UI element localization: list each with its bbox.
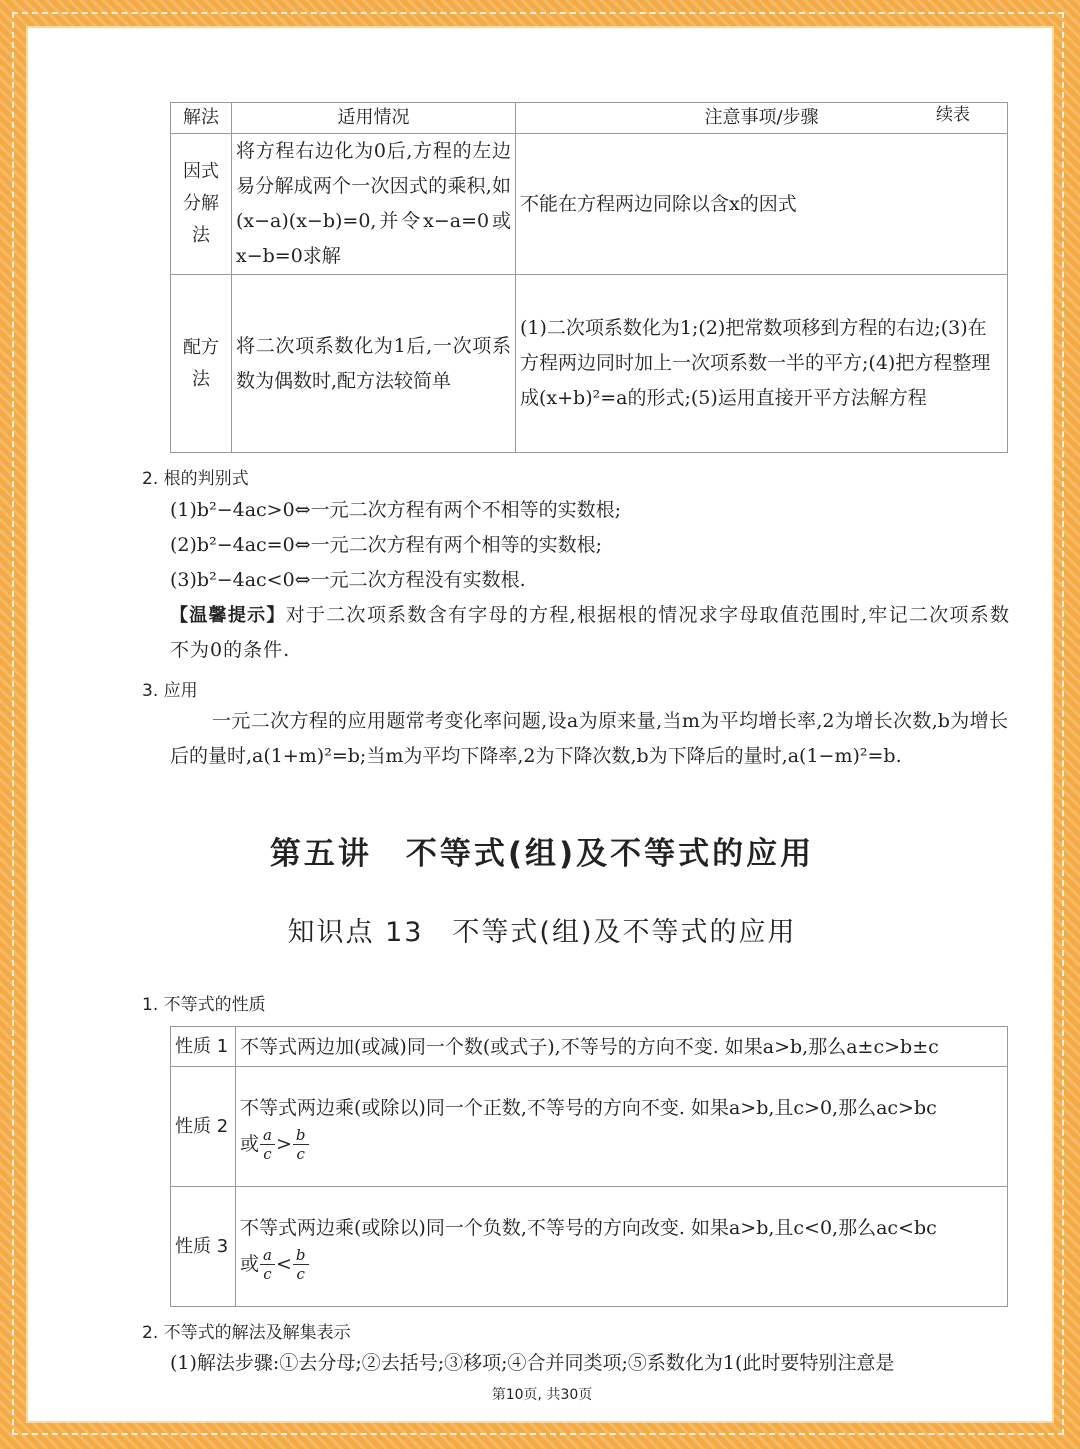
inequality-properties-table [170, 1026, 1008, 1307]
tip [170, 598, 1010, 668]
document-page [26, 26, 1054, 1423]
method-cell: 配方法 [171, 275, 232, 453]
section-heading: 2. 不等式的解法及解集表示 [142, 1323, 351, 1343]
table-row [171, 1067, 1008, 1187]
header-note: 注意事项/步骤 [516, 103, 1008, 134]
property-name: 性质 2 [171, 1067, 236, 1187]
property-text-cell [236, 1067, 1008, 1187]
property-text-cell [236, 1187, 1008, 1307]
condition-cell: 将方程右边化为0后,方程的左边易分解成两个一次因式的乘积,如(x−a)(x−b)=0,并令x−a=0或x−b=0求解 [232, 134, 516, 275]
section-heading: 2. 根的判别式 [142, 469, 249, 489]
or-label: 或 [240, 1252, 260, 1275]
knowledge-title: 知识点 13 不等式(组)及不等式的应用 [287, 917, 797, 948]
application-paragraph: 一元二次方程的应用题常考变化率问题,设a为原来量,当m为平均增长率,2为增长次数,b为增长后的量时,a(1+m)²=b;当m为平均下降率,2为下降次数,b为下降后的量时,a(1−m)²=b. [170, 710, 1008, 767]
property-text: 不等式两边乘(或除以)同一个负数,不等号的方向改变. 如果a>b,且c<0,那么ac<bc [240, 1216, 937, 1239]
list-item: (3)b²−4ac<0⇔一元二次方程没有实数根. [170, 569, 526, 591]
page-footer: 第10页, 共30页 [491, 1387, 593, 1403]
note-cell: 不能在方程两边同除以含x的因式 [516, 134, 1008, 275]
fraction-b-over-c: $\frac{b}{c}$ [293, 1126, 309, 1163]
tip-text: 对于二次项系数含有字母的方程,根据根的情况求字母取值范围时,牢记二次项系数不为0的条件. [170, 604, 1010, 661]
tip-label: 【温馨提示】 [170, 605, 286, 626]
note-cell: (1)二次项系数化为1;(2)把常数项移到方程的右边;(3)在方程两边同时加上一次项系数一半的平方;(4)把方程整理成(x+b)²=a的形式;(5)运用直接开平方法解方程 [516, 275, 1008, 453]
header-condition: 适用情况 [232, 103, 516, 134]
continued-label: 续表 [936, 105, 970, 125]
lecture-title: 第五讲 不等式(组)及不等式的应用 [269, 836, 815, 872]
list-item: (1)b²−4ac>0⇔一元二次方程有两个不相等的实数根; [170, 499, 622, 521]
section-heading: 3. 应用 [142, 681, 198, 701]
list-item: (2)b²−4ac=0⇔一元二次方程有两个相等的实数根; [170, 534, 603, 556]
table-row [171, 1027, 1008, 1067]
property-text: 不等式两边乘(或除以)同一个正数,不等号的方向不变. 如果a>b,且c>0,那么ac>bc [240, 1096, 937, 1119]
section-heading: 1. 不等式的性质 [142, 995, 266, 1015]
comparison-sign: < [275, 1252, 292, 1275]
comparison-sign: > [275, 1132, 292, 1155]
method-cell: 因式分解法 [171, 134, 232, 275]
discriminant-list [170, 493, 1010, 668]
table-row [171, 1187, 1008, 1307]
fraction-a-over-c: $\frac{a}{c}$ [260, 1246, 275, 1283]
fraction-line [240, 1126, 1003, 1164]
property-text: 不等式两边加(或减)同一个数(或式子),不等号的方向不变. 如果a>b,那么a±c>b±c [236, 1027, 1008, 1067]
property-name: 性质 3 [171, 1187, 236, 1307]
fraction-a-over-c: $\frac{a}{c}$ [260, 1126, 275, 1163]
fraction-line [240, 1246, 1003, 1284]
solving-steps: (1)解法步骤:①去分母;②去括号;③移项;④合并同类项;⑤系数化为1(此时要特别注意是 [170, 1352, 895, 1374]
or-label: 或 [240, 1132, 260, 1155]
fraction-b-over-c: $\frac{b}{c}$ [293, 1246, 309, 1283]
table-row [171, 275, 1008, 453]
header-method: 解法 [171, 103, 232, 134]
solution-methods-table [170, 102, 1008, 453]
condition-cell: 将二次项系数化为1后,一次项系数为偶数时,配方法较简单 [232, 275, 516, 453]
table-header-row [171, 103, 1008, 134]
table-row [171, 134, 1008, 275]
property-name: 性质 1 [171, 1027, 236, 1067]
